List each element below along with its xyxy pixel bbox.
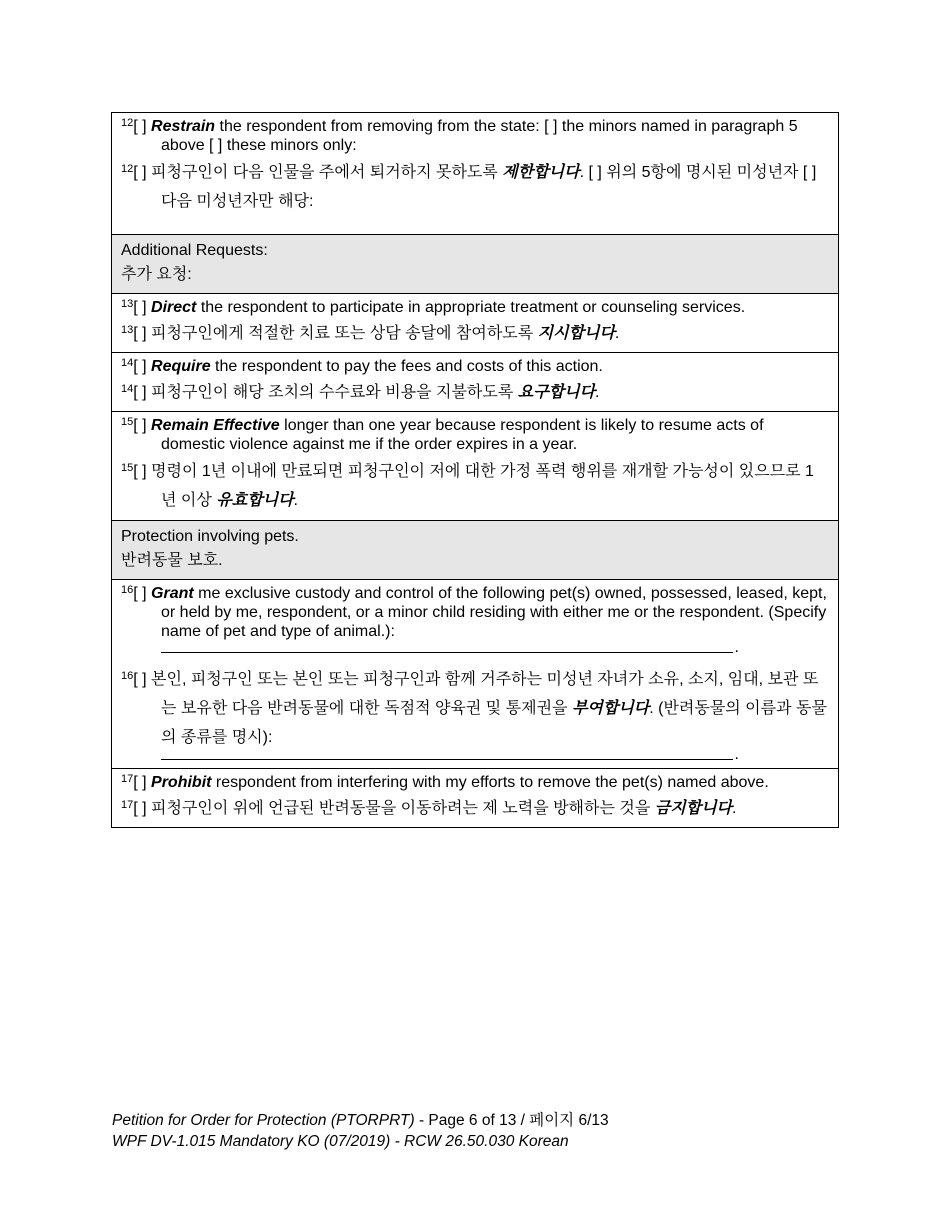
item-text: . bbox=[595, 384, 600, 401]
item-12-en bbox=[121, 117, 829, 155]
item-keyword: 금지합니다 bbox=[654, 800, 733, 817]
pet-name-field-en[interactable] bbox=[161, 639, 739, 656]
pet-name-field-ko[interactable] bbox=[161, 746, 739, 763]
item-keyword: 유효합니다 bbox=[216, 492, 294, 509]
item-text: the respondent to pay the fees and costs of this action. bbox=[210, 358, 603, 375]
item-14-en bbox=[121, 357, 829, 376]
item-12 bbox=[112, 113, 838, 235]
item-number: 15 bbox=[121, 462, 134, 474]
item-keyword: Require bbox=[151, 358, 211, 375]
item-13-ko bbox=[121, 321, 829, 347]
checkbox-text: [ ] bbox=[133, 417, 152, 434]
item-text: [ ] 피청구인이 위에 언급된 반려동물을 이동하려는 제 노력을 방해하는 것을 bbox=[133, 800, 655, 817]
footer-line-2: WPF DV-1.015 Mandatory KO (07/2019) - RCW 26.50.030 Korean bbox=[112, 1133, 569, 1150]
item-16-en bbox=[121, 584, 829, 641]
item-number: 13 bbox=[121, 298, 134, 310]
item-15-ko bbox=[121, 457, 829, 515]
checkbox-text: [ ] bbox=[133, 774, 152, 791]
item-text: longer than one year because respondent is likely to resume acts of domestic violence against me if the order expires in a year. bbox=[161, 417, 764, 453]
item-keyword: Prohibit bbox=[151, 774, 212, 791]
item-14 bbox=[112, 353, 838, 412]
form-table bbox=[111, 112, 839, 828]
item-number: 17 bbox=[121, 773, 134, 785]
item-16 bbox=[112, 580, 838, 769]
item-text: . [ ] 위의 5항에 명시된 미성년자 [ ] 다음 미성년자만 해당: bbox=[161, 164, 817, 210]
item-number: 14 bbox=[121, 357, 134, 369]
item-number: 13 bbox=[121, 324, 134, 336]
item-14-ko bbox=[121, 380, 829, 406]
item-13 bbox=[112, 294, 838, 353]
form-title: Petition for Order for Protection (PTORPRT) bbox=[112, 1112, 415, 1129]
item-16-ko bbox=[121, 665, 829, 752]
item-keyword: 제한합니다 bbox=[502, 164, 580, 181]
item-keyword: Restrain bbox=[151, 118, 216, 135]
item-text: . bbox=[614, 325, 620, 342]
item-text: the respondent to participate in appropriate treatment or counseling services. bbox=[196, 299, 746, 316]
item-17-ko bbox=[121, 796, 829, 822]
item-number: 17 bbox=[121, 799, 134, 811]
item-17-en bbox=[121, 773, 829, 792]
item-text: . bbox=[293, 492, 298, 509]
item-text: . (반려동물의 이름과 동물의 종류를 명시): bbox=[161, 700, 827, 746]
item-17 bbox=[112, 769, 838, 827]
item-text: [ ] 피청구인이 해당 조치의 수수료와 비용을 지불하도록 bbox=[133, 384, 518, 401]
item-text: . bbox=[732, 800, 737, 817]
item-number: 15 bbox=[121, 416, 134, 428]
item-text: the respondent from removing from the state: [ ] the minors named in paragraph 5 above [ ] these minors only: bbox=[161, 118, 798, 154]
item-text: [ ] 피청구인이 다음 인물을 주에서 퇴거하지 못하도록 bbox=[133, 164, 503, 181]
item-number: 12 bbox=[121, 163, 134, 175]
item-keyword: 지시합니다 bbox=[537, 325, 615, 342]
item-keyword: Direct bbox=[151, 299, 197, 316]
item-keyword: 부여합니다 bbox=[571, 700, 650, 717]
blank-terminator: . bbox=[734, 639, 739, 656]
item-number: 14 bbox=[121, 383, 134, 395]
item-number: 12 bbox=[121, 117, 134, 129]
blank-terminator: . bbox=[734, 746, 739, 763]
page-footer bbox=[112, 1110, 609, 1152]
heading-ko: 반려동물 보호. bbox=[121, 552, 223, 569]
item-12-ko bbox=[121, 158, 829, 216]
item-text: respondent from interfering with my efforts to remove the pet(s) named above. bbox=[211, 774, 769, 791]
heading-en: Additional Requests: bbox=[121, 242, 268, 259]
item-number: 16 bbox=[121, 584, 134, 596]
item-text: [ ] 명령이 1년 이내에 만료되면 피청구인이 저에 대한 가정 폭력 행위를 재개할 가능성이 있으므로 1년 이상 bbox=[133, 463, 814, 509]
item-15 bbox=[112, 412, 838, 521]
checkbox-text: [ ] bbox=[133, 358, 152, 375]
heading-en: Protection involving pets. bbox=[121, 528, 299, 545]
item-text: [ ] 본인, 피청구인 또는 본인 또는 피청구인과 함께 거주하는 미성년 자녀가 소유, 소지, 임대, 보관 또는 보유한 다음 반려동물에 대한 독점적 양육권 및 통제권을 bbox=[133, 671, 819, 717]
footer-line-1 bbox=[112, 1110, 609, 1131]
item-number: 16 bbox=[121, 670, 134, 682]
heading-ko: 추가 요청: bbox=[121, 266, 192, 283]
checkbox-text: [ ] bbox=[133, 299, 152, 316]
section-heading-additional bbox=[112, 235, 838, 294]
item-15-en bbox=[121, 416, 829, 454]
item-keyword: 요구합니다 bbox=[517, 384, 596, 401]
page-number: - Page 6 of 13 / 페이지 6/13 bbox=[414, 1112, 609, 1129]
item-text: me exclusive custody and control of the following pet(s) owned, possessed, leased, kept, or held by me, respondent, or a minor child residing with either me or the respondent. (Specify name of pet and type of animal.): bbox=[161, 585, 827, 640]
item-keyword: Grant bbox=[151, 585, 194, 602]
item-keyword: Remain Effective bbox=[151, 417, 280, 434]
checkbox-text: [ ] bbox=[133, 118, 152, 135]
section-heading-pets bbox=[112, 521, 838, 580]
item-text: [ ] 피청구인에게 적절한 치료 또는 상담 송달에 참여하도록 bbox=[133, 325, 538, 342]
checkbox-text: [ ] bbox=[133, 585, 152, 602]
item-13-en bbox=[121, 298, 829, 317]
